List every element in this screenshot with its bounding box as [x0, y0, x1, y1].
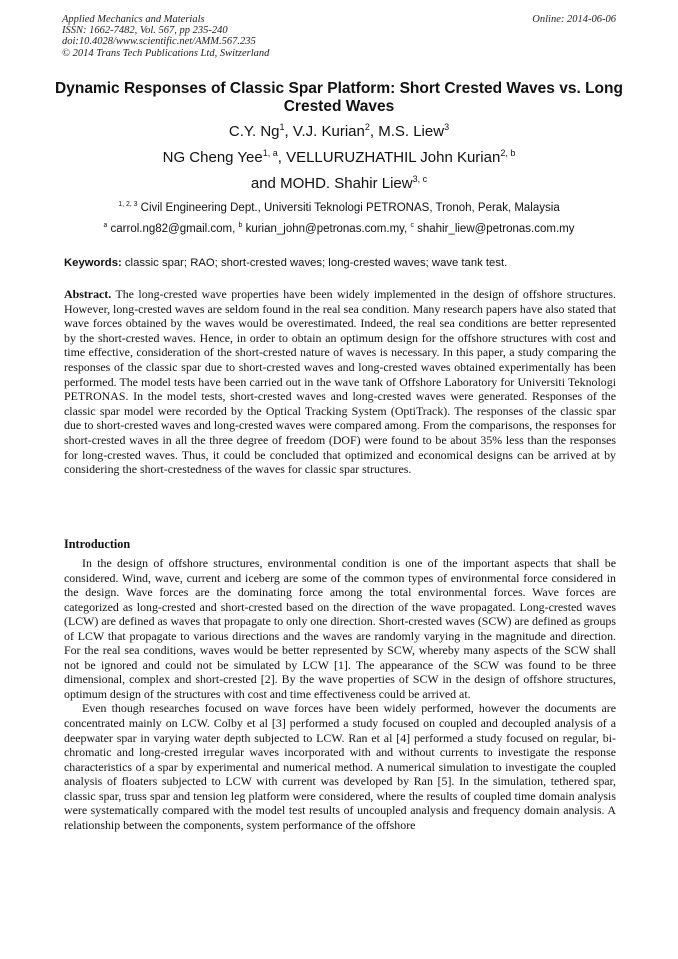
- abstract-label: Abstract.: [64, 287, 112, 301]
- journal-header: [62, 14, 616, 59]
- email-sup: c: [410, 222, 414, 230]
- author-sup: 1, a: [262, 148, 278, 158]
- email-sup: b: [238, 222, 243, 230]
- journal-name: Applied Mechanics and Materials: [62, 14, 205, 25]
- author-text: , VELLURUZHATHIL John Kurian: [277, 149, 501, 166]
- affiliation: [40, 201, 638, 215]
- paragraph: In the design of offshore structures, environmental condition is one of the important aspects that shall be considered. Wind, wave, current and iceberg are some of the common types of environmental force considered in the design. Wave forces are the dominating force among the total environmental forces. Wave forces are categorized as long-crested and short-crested based on the direction of the wave propagated. Long-crested waves (LCW) are defined as waves that propagate to only one direction. Short-crested waves (SCW) are defined as groups of LCW that propagate to various directions and the waves are randomly varying in the magnitude and direction. For the real sea conditions, waves would be better represented by SCW, whereby many aspects of the SCW shall not be ignored and could not be simulated by LCW [1]. The appearance of the SCW was found to be three dimensional, complex and short-crested [2]. By the wave properties of SCW in the design of offshore structures, optimum design of the structures with cost and time effectiveness could be arrived at.: [64, 556, 616, 701]
- author-text: , V.J. Kurian: [284, 123, 365, 140]
- author-text: NG Cheng Yee: [162, 149, 263, 166]
- keywords-label: Keywords:: [64, 257, 122, 269]
- author-text: , M.S. Liew: [369, 123, 445, 140]
- keywords-text: classic spar; RAO; short-crested waves; long-crested waves; wave tank test.: [121, 257, 508, 269]
- abstract-text: The long-crested wave properties have been widely implemented in the design of offshore structures. However, long-crested waves are seldom found in the real sea condition. Many research papers have also stated that wave forces obtained by the waves would be overestimated. Indeed, the real sea conditions are better represented by the short-crested waves. Hence, in order to obtain an optimum design for the offshore structures with cost and time effective, consideration of the short-crested nature of waves is necessary. In this paper, a study comparing the responses of the classic spar due to short-crested waves and long-crested waves obtained experimentally has been performed. The model tests have been carried out in the wave tank of Offshore Laboratory for Universiti Teknologi PETRONAS. In the model tests, short-crested waves and long-crested waves were generated. Responses of the classic spar model were recorded by the Optical Tracking System (OptiTrack). The responses of the classic spar due to short-crested waves and long-crested waves were compared among. From the comparisons, the responses for short-crested waves in all the three degree of freedom (DOF) were found to be about 35% less than the responses for long-crested waves. Thus, it could be concluded that optimized and economical designs can be arrived at by considering the short-crestedness of the waves for classic spar structures.: [64, 287, 616, 477]
- emails: [40, 222, 638, 236]
- author-sup: 3, c: [412, 174, 428, 184]
- author-sup: 3: [444, 122, 450, 132]
- paragraph: Even though researches focused on wave forces have been widely performed, however the documents are concentrated mainly on LCW. Colby et al [3] performed a study focused on coupled and decoupled analysis of a deepwater spar in varying water depth subjected to LCW. Ran et al [4] performed a study focused on regular, bi-chromatic and long-crested irregular waves incorporated with and without currents to investigate the response characteristics of a spar by experimental and numerical method. A numerical simulation to investigate the coupled analysis of floaters subjected to LCW with current was developed by Ran [5]. In the simulation, tethered spar, classic spar, truss spar and tension leg platform were considered, where the results of coupled time domain analysis were systematically compared with the model test results of uncoupled analysis and frequency domain analysis. A relationship between the components, system performance of the offshore: [64, 701, 616, 832]
- copyright: © 2014 Trans Tech Publications Ltd, Switzerland: [62, 47, 270, 59]
- author-text: and MOHD. Shahir Liew: [250, 175, 413, 192]
- doi: doi:10.4028/www.scientific.net/AMM.567.235: [62, 36, 256, 48]
- introduction-body: [64, 556, 616, 832]
- email-a: carrol.ng82@gmail.com,: [107, 223, 239, 235]
- paper-title: Dynamic Responses of Classic Spar Platform: Short Crested Waves vs. Long Crested Waves: [55, 80, 623, 115]
- author-sup: 1: [279, 122, 285, 132]
- keywords: [64, 256, 618, 270]
- email-c: shahir_liew@petronas.com.my: [413, 223, 575, 235]
- affiliation-sup: 1, 2, 3: [118, 201, 138, 209]
- section-heading-introduction: Introduction: [64, 537, 131, 551]
- author-sup: 2: [364, 122, 370, 132]
- authors-line-3: [40, 174, 638, 194]
- email-sup: a: [103, 222, 108, 230]
- authors-line-2: [40, 148, 638, 168]
- author-text: C.Y. Ng: [228, 123, 280, 140]
- email-b: kurian_john@petronas.com.my,: [242, 223, 411, 235]
- online-date: Online: 2014-06-06: [532, 14, 616, 25]
- abstract: [64, 287, 616, 477]
- affiliation-text: Civil Engineering Dept., Universiti Teknologi PETRONAS, Tronoh, Perak, Malaysia: [137, 202, 560, 214]
- issn: ISSN: 1662-7482, Vol. 567, pp 235-240: [62, 25, 228, 37]
- author-sup: 2, b: [500, 148, 516, 158]
- authors-line-1: [40, 122, 638, 142]
